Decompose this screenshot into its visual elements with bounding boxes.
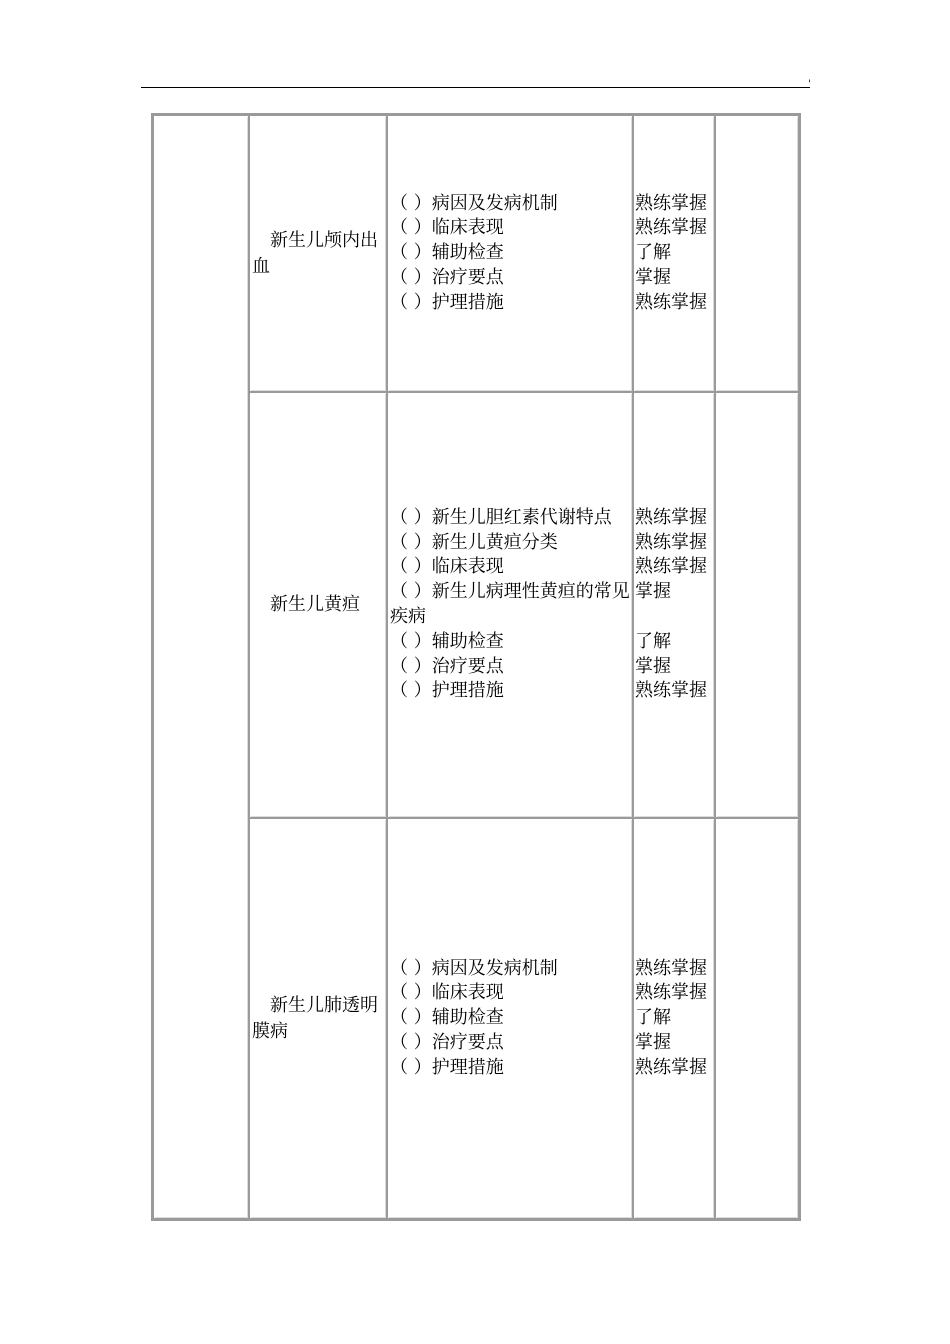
topic-cell (249, 392, 387, 818)
level-item: 熟练掌握 (635, 957, 707, 979)
content-item: （ ）病因及发病机制 (390, 957, 558, 979)
topic-cell (249, 818, 387, 1219)
level-item: 熟练掌握 (635, 217, 707, 239)
chapter-cell (153, 115, 249, 1219)
content-item: （ ）治疗要点 (390, 1031, 504, 1053)
level-list (634, 506, 714, 704)
level-cell (633, 818, 715, 1219)
header-rule (141, 87, 810, 88)
content-item: （ ）新生儿病理性黄疸的常见疾病 (390, 581, 630, 627)
content-item: （ ）病因及发病机制 (390, 192, 558, 214)
content-list (388, 957, 632, 1081)
topic-label: 新生儿黄疸 (270, 594, 360, 615)
content-item: （ ）辅助检查 (390, 242, 504, 264)
content-item: （ ）临床表现 (390, 982, 504, 1004)
remarks-cell (715, 392, 799, 818)
level-item: 熟练掌握 (635, 1056, 707, 1078)
content-item: （ ）新生儿胆红素代谢特点 (390, 506, 612, 528)
content-item: （ ）临床表现 (390, 556, 504, 578)
content-item: （ ）护理措施 (390, 1056, 504, 1078)
level-item: 熟练掌握 (635, 192, 707, 214)
level-item: 熟练掌握 (635, 531, 707, 553)
level-item: 掌握 (635, 581, 671, 603)
level-item (635, 605, 714, 630)
content-item: （ ）辅助检查 (390, 1007, 504, 1029)
content-cell (387, 392, 633, 818)
level-item: 掌握 (635, 655, 671, 677)
level-item: 熟练掌握 (635, 506, 707, 528)
level-item: 了解 (635, 242, 671, 264)
level-list (634, 957, 714, 1081)
level-item: 了解 (635, 1007, 671, 1029)
level-cell (633, 115, 715, 392)
content-cell (387, 818, 633, 1219)
content-item: （ ）护理措施 (390, 291, 504, 313)
content-item: （ ）新生儿黄疸分类 (390, 531, 558, 553)
level-item: 掌握 (635, 1031, 671, 1053)
remarks-cell (715, 115, 799, 392)
content-item: （ ）治疗要点 (390, 266, 504, 288)
content-item: （ ）辅助检查 (390, 630, 504, 652)
content-item: （ ）临床表现 (390, 217, 504, 239)
topic-label: 新生儿肺透明膜病 (252, 994, 378, 1042)
content-item: （ ）护理措施 (390, 680, 504, 702)
level-list (634, 192, 714, 316)
level-item: 了解 (635, 630, 671, 652)
topic-cell (249, 115, 387, 392)
content-cell (387, 115, 633, 392)
topic-label: 新生儿颅内出血 (252, 229, 378, 277)
content-item: （ ）治疗要点 (390, 655, 504, 677)
level-cell (633, 392, 715, 818)
content-list (388, 506, 632, 704)
level-item: 掌握 (635, 266, 671, 288)
level-item: 熟练掌握 (635, 680, 707, 702)
level-item: 熟练掌握 (635, 982, 707, 1004)
header-mark: ' (808, 79, 811, 90)
level-item: 熟练掌握 (635, 291, 707, 313)
content-list (388, 192, 632, 316)
remarks-cell (715, 818, 799, 1219)
level-item: 熟练掌握 (635, 556, 707, 578)
